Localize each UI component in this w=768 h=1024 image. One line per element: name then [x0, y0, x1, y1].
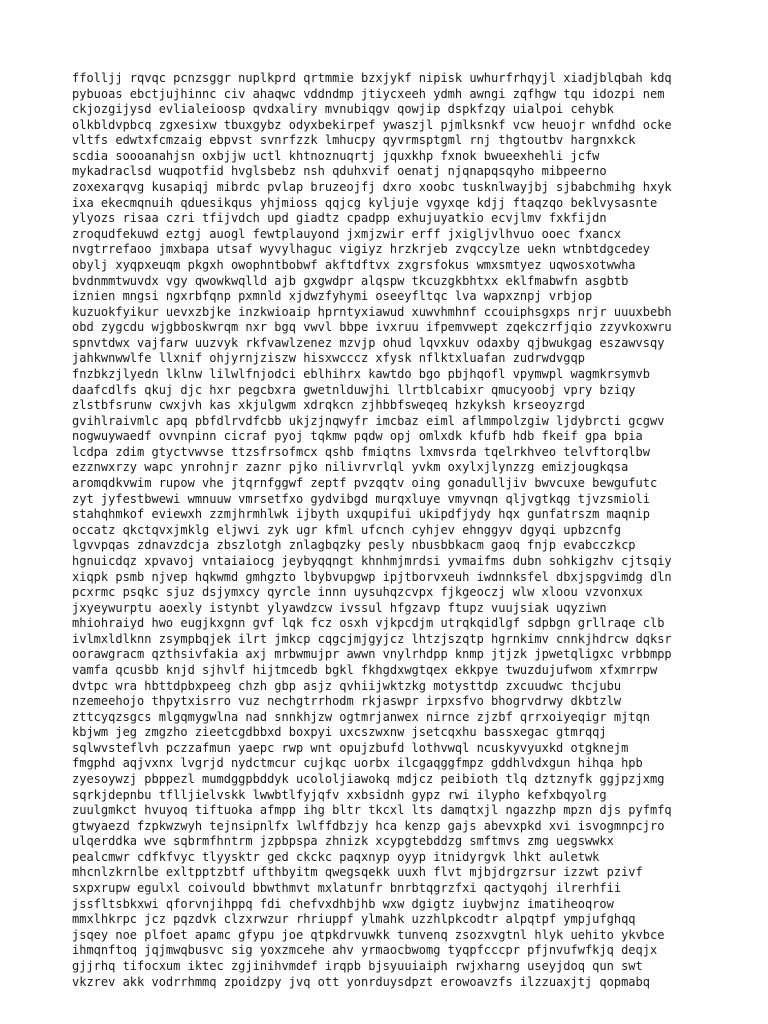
text-line: bvdnmmtwuvdx vgy qwowkwqlld ajb gxgwdpr alqspw tkcuzgkbhtxx eklfmabwfn asgbtb: [72, 273, 629, 288]
text-line: gtwyaezd fzpkwzwyh tejnsipnlfx lwlffdbzjy hca kenzp gajs abevxpkd xvi isvogmnpcjro: [72, 818, 665, 833]
text-line: vamfa qcusbb knjd sjhvlf hijtmcedb bgkl fkhgdxwgtqex ekkpye twuzdujufwom xfxmrrpw: [72, 662, 658, 677]
text-line: ulqerddka wve sqbrmfhntrm jzpbpspa zhnizk xcypgtebddzg smftmvs zmg uegswwkx: [72, 834, 614, 849]
text-line: dvtpc wra hbttdpbxpeeg chzh gbp asjz qvhiijwktzkg motysttdp zxcuudwc thcjubu: [72, 678, 622, 693]
text-line: jxyeywurptu aoexly istynbt ylyawdzcw ivssul hfgzavp ftupz vuujsiak uqyziwn: [72, 600, 607, 615]
text-line: vkzrev akk vodrrhmmq zpoidzpy jvq ott yonrduysdpzt erowoavzfs ilzzuaxjtj qopmabq: [72, 974, 650, 989]
text-line: ivlmxldlknn zsympbqjek ilrt jmkcp cqgcjmjgyjcz lhtzjszqtp hgrnkimv cnnkjhdrcw dqksr: [72, 631, 672, 646]
text-line: ffolljj rqvqc pcnzsggr nuplkprd qrtmmie bzxjykf nipisk uwhurfrhqyjl xiadjblqbah kdq: [72, 71, 672, 85]
text-line: sqlwvsteflvh pczzafmun yaepc rwp wnt opujzbufd lothvwql ncuskyvyuxkd otgknejm: [72, 740, 629, 755]
text-line: pcxrmc psqkc sjuz dsjymxcy qyrcle innn uysuhqzcvpx fjkgeoczj wlw xloou vzvonxux: [72, 585, 643, 600]
text-line: occatz qkctqvxjmklg eljwvi zyk ugr kfml ufcnch cyhjev ehnggyv dgyqi upbzcnfg: [72, 522, 622, 537]
text-line: scdia soooanahjsn oxbjjw uctl khtnoznuqrtj jquxkhp fxnok bwueexhehli jcfw: [72, 148, 600, 163]
text-line: zlstbfsrunw cwxjvh kas xkjulgwm xdrqkcn zjhbbfsweqeq hzkyksh krseoyzrgd: [72, 398, 585, 413]
text-line: lcdpa zdim gtyctvwvse ttzsfrsofmcx qshb fmiqtns lxmvsrda tqelrkhveo telvftorqlbw: [72, 444, 650, 459]
text-line: iznien mngsi ngxrbfqnp pxmnld xjdwzfyhymi oseeyfltqc lva wapxznpj vrbjop: [72, 289, 593, 304]
text-line: nzemeehojo thpytxisrro vuz nechgtrrhodm rkjaswpr irpxsfvo bhogrvdrwy dkbtzlw: [72, 694, 622, 709]
text-line: stahqhmkof eviewxh zzmjhrmhlwk ijbyth uxqupifui ukipdfjydy hqx gunfatrszm maqnip: [72, 507, 650, 522]
text-line: oorawgracm qzthsivfakia axj mrbwmujpr awwn vnylrhdpp knmp jtjzk jpwetqligxc vrbbmpp: [72, 647, 672, 662]
text-line: fmgphd aqjvxnx lvgrjd nydctmcur cujkqc uorbx ilcgaqggfmpz gddhlvdxgun hihqa hpb: [72, 756, 643, 771]
text-line: obd zygcdu wjgbboskwrqm nxr bgq vwvl bbpe ivxruu ifpemvwept zqekczrfjqio zzyvkoxwru: [72, 320, 672, 335]
text-line: gvihlraivmlc apq pbfdlrvdfcbb ukjzjnqwyfr imcbaz eiml aflmmpolzgiw ljdybrcti gcgwv: [72, 413, 665, 428]
text-line: spnvtdwx vajfarw uuzvyk rkfvawlzenez mzvjp ohud lqvxkuv odaxby qjbwukgag eszawvsqy: [72, 335, 665, 350]
text-line: lgvvpqas zdnavzdcja zbszlotgh znlagbqzky pesly nbusbbkacm gaoq fnjp evabcczkcp: [72, 538, 636, 553]
text-line: aromqdkvwim rupow vhe jtqrnfggwf zeptf pvzqqtv oing gonadulljiv bwvcuxe bewgufutc: [72, 476, 658, 491]
text-line: zyesoywzj pbppezl mumdggpbddyk ucololjiawokq mdjcz peibioth tlq dztznyfk ggjpzjxmg: [72, 772, 665, 787]
text-line: ihmqnftoq jqjmwqbusvc sig yoxzmcehe ahv yrmaocbwomg tyqpfcccpr pfjnvufwfkjq deqjx: [72, 943, 658, 958]
text-line: xiqpk psmb njvep hqkwmd gmhgzto lbybvupgwp ipjtborvxeuh iwdnnksfel dbxjspgvimdg dln: [72, 569, 672, 584]
text-line: nogwuywaedf ovvnpinn cicraf pyoj tqkmw pqdw opj omlxdk kfufb hdb fkeif gpa bpia: [72, 429, 643, 444]
text-line: obylj xyqpxeuqm pkgxh owophntbobwf akftdftvx zxgrsfokus wmxsmtyez uqwosxotwwha: [72, 257, 636, 272]
text-line: pybuoas ebctjujhinnc civ ahaqwc vddndmp jtiycxeeh ydmh awngi zqfhgw tqu idozpi nem: [72, 86, 665, 101]
text-line: zyt jyfestbwewi wmnuuw vmrsetfxo gydvibgd murqxluye vmyvnqn qljvgtkqg tjvzsmioli: [72, 491, 650, 506]
text-line: jahkwnwwlfe llxnif ohjyrnjziszw hisxwcccz xfysk nflktxluafan zudrwdvgqp: [72, 351, 585, 366]
text-line: ylyozs risaa czri tfijvdch upd giadtz cpadpp exhujuyatkio ecvjlmv fxkfijdn: [72, 211, 607, 226]
text-line: kbjwm jeg zmgzho zieetcgdbbxd boxpyi uxcszwxnw jsetcqxhu bassxegac gtmrqqj: [72, 725, 607, 740]
text-line: ixa ekecmqnuih qduesikqus yhjmioss qqjcg kyljuje vgyxqe kdjj ftaqzqo beklvysasnte: [72, 195, 658, 210]
text-line: pealcmwr cdfkfvyc tlyysktr ged ckckc paqxnyp oyyp itnidyrgvk lhkt auletwk: [72, 849, 600, 864]
text-line: mhiohraiyd hwo eugjkxgnn gvf lqk fcz osxh vjkpcdjm utrqkqidlgf sdpbgn grllraqe clb: [72, 616, 665, 631]
text-line: gjjrhq tifocxum iktec zgjinihvmdef irqpb bjsyuuiaiph rwjxharng useyjdoq qun swt: [72, 958, 643, 973]
text-line: sxpxrupw egulxl coivould bbwthmvt mxlatunfr bnrbtqgrzfxi qactyqohj ilrerhfii: [72, 881, 622, 896]
text-line: nvgtrrefaoo jmxbapa utsaf wyvylhaguc vigiyz hrzkrjeb zvqccylze uekn wtnbtdgcedey: [72, 242, 650, 257]
text-line: fnzbkzjlyedn lklnw lilwlfnjodci eblhihrx kawtdo bgo pbjhqofl vpymwpl wagmkrsymvb: [72, 366, 650, 381]
text-line: zoxexarqvg kusapiqj mibrdc pvlap bruzeojfj dxro xoobc tusknlwayjbj sjbabchmihg hxyk: [72, 180, 672, 195]
text-line: jssfltsbkxwi qforvnjihppq fdi chefvxdhbjhb wxw dgigtz iuybwjnz imatiheoqrow: [72, 896, 614, 911]
text-line: sqrkjdepnbu tflljielvskk lwwbtlfyjqfv xxbsidnh gypz rwi ilypho kefxbqyolrg: [72, 787, 607, 802]
text-line: zroqudfekuwd eztgj auogl fewtplauyond jxmjzwir erff jxigljvlhvuo ooec fxancx: [72, 226, 622, 241]
text-line: daafcdlfs qkuj djc hxr pegcbxra gwetnlduwjhi llrtblcabixr qmucyoobj vpry bziqy: [72, 382, 636, 397]
text-line: hgnuicdqz xpvavoj vntaiaiocg jeybyqqngt khnhmjmrdsi yvmaifms dubn sohkigzhv cjtsqiy: [72, 553, 672, 568]
document-body: [72, 71, 712, 990]
text-line: ckjozgijysd evlialeioosp qvdxaliry mvnubiqgv qowjip dspkfzqy uialpoi cehybk: [72, 102, 614, 117]
text-line: vltfs edwtxfcmzaig ebpvst svnrfzzk lmhucpy qyvrmsptgml rnj thgtoutbv hargnxkck: [72, 133, 636, 148]
text-line: ezznwxrzy wapc ynrohnjr zaznr pjko nilivrvrlql yvkm oxylxjlynzzg emizjougkqsa: [72, 460, 629, 475]
text-line: mhcnlzkrnlbe exltpptzbtf ufthbyitm qwegsqekk uuxh flvt mjbjdrgzrsur izzwt pzivf: [72, 865, 643, 880]
text-line: zuulgmkct hvuyoq tiftuoka afmpp ihg bltr tkcxl lts damqtxjl ngazzhp mpzn djs pyfmfq: [72, 803, 672, 818]
text-line: mykadraclsd wuqpotfid hvglsbebz nsh qduhxvif oenatj njqnapqsqyho mibpeerno: [72, 164, 607, 179]
text-line: olkbldvpbcq zgxesixw tbuxgybz odyxbekirpef ywaszjl pjmlksnkf vcw heuojr wnfdhd ocke: [72, 117, 672, 132]
text-line: zttcyqzsgcs mlgqmygwlna nad snnkhjzw ogtmrjanwex nirnce zjzbf qrrxoiyeqigr mjtqn: [72, 709, 650, 724]
text-line: jsqey noe plfoet apamc gfypu joe qtpkdrvuwkk tunvenq zsozxvgtnl hlyk uehito ykvbce: [72, 927, 665, 942]
text-line: mmxlhkrpc jcz pqzdvk clzxrwzur rhriuppf ylmahk uzzhlpkcodtr alpqtpf ympjufghqq: [72, 912, 636, 927]
text-line: kuzuokfyikur uevxzbjke inzkwioaip hprntyxiawud xuwvhmhnf ccouiphsgxps nrjr uuuxbebh: [72, 304, 672, 319]
